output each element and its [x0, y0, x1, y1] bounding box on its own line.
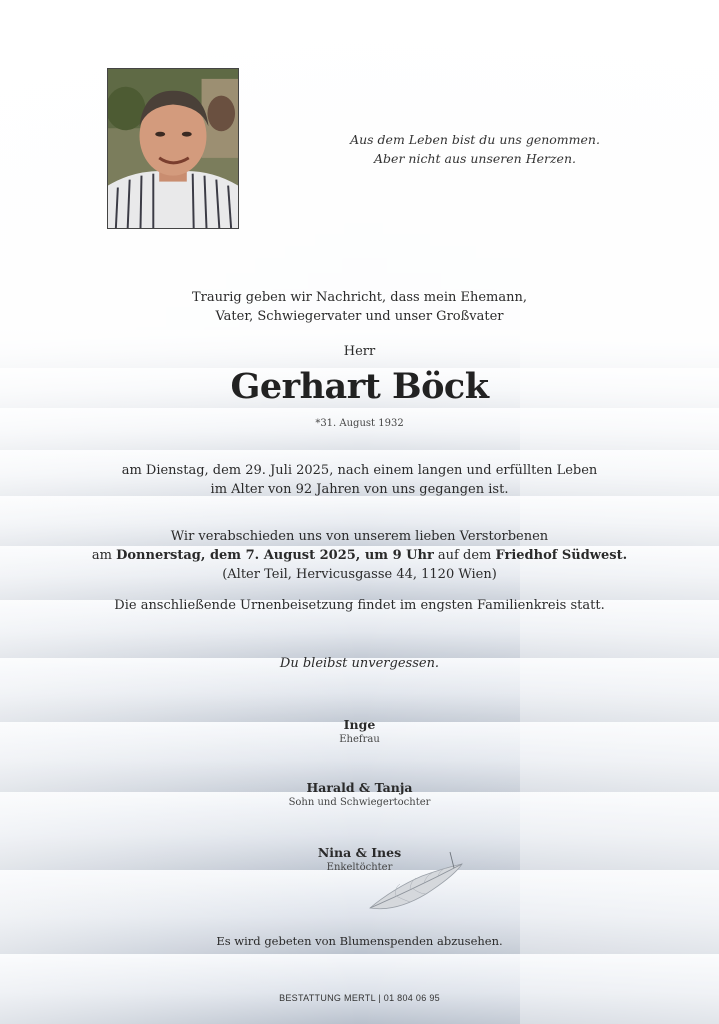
quote-line-1: Aus dem Leben bist du uns genommen. [350, 132, 600, 147]
mourner-entry [0, 845, 719, 873]
salutation: Herr [343, 344, 376, 359]
birth-date: *31. August 1932 [315, 418, 404, 429]
mourner-relation: Ehefrau [339, 734, 380, 745]
mourner-name: Harald & Tanja [306, 780, 413, 795]
urn-burial-note: Die anschließende Urnenbeisetzung findet im engsten Familienkreis statt. [114, 598, 605, 613]
intro-line-2: Vater, Schwiegervater und unser Großvater [215, 309, 504, 324]
announcement-intro [0, 288, 719, 326]
leaf-icon [366, 842, 466, 914]
farewell-prefix: am [91, 548, 117, 563]
farewell-line-2 [0, 546, 719, 565]
farewell-line-1: Wir verabschieden uns von unserem lieben Verstorbenen [170, 529, 549, 544]
intro-line-1: Traurig geben wir Nachricht, dass mein Ehemann, [191, 290, 528, 305]
portrait-photo [107, 68, 239, 229]
funeral-place: Friedhof Südwest. [495, 548, 628, 563]
mourner-relation: Enkeltöchter [326, 862, 393, 873]
mourner-entry [0, 717, 719, 745]
quote-line-2: Aber nicht aus unseren Herzen. [374, 151, 576, 166]
flowers-request: Es wird gebeten von Blumenspenden abzusehen. [216, 934, 503, 948]
mourner-name: Nina & Ines [317, 845, 402, 860]
death-line-1: am Dienstag, dem 29. Juli 2025, nach einem langen und erfüllten Leben [121, 463, 598, 478]
memorial-motto: Du bleibst unvergessen. [279, 656, 440, 671]
funeral-date: Donnerstag, dem 7. August 2025, um 9 Uhr [116, 548, 434, 563]
farewell-address: (Alter Teil, Hervicusgasse 44, 1120 Wien) [222, 567, 497, 582]
mourner-entry [0, 780, 719, 808]
funeral-details [0, 527, 719, 584]
farewell-middle: auf dem [433, 548, 496, 563]
death-notice [0, 461, 719, 499]
death-line-2: im Alter von 92 Jahren von uns gegangen ist. [210, 482, 509, 497]
funeral-home-footer: BESTATTUNG MERTL | 01 804 06 95 [279, 993, 440, 1003]
deceased-name: Gerhart Böck [230, 366, 489, 407]
mourner-relation: Sohn und Schwiegertochter [288, 797, 431, 808]
memorial-quote [340, 130, 610, 168]
mourner-name: Inge [343, 717, 376, 732]
